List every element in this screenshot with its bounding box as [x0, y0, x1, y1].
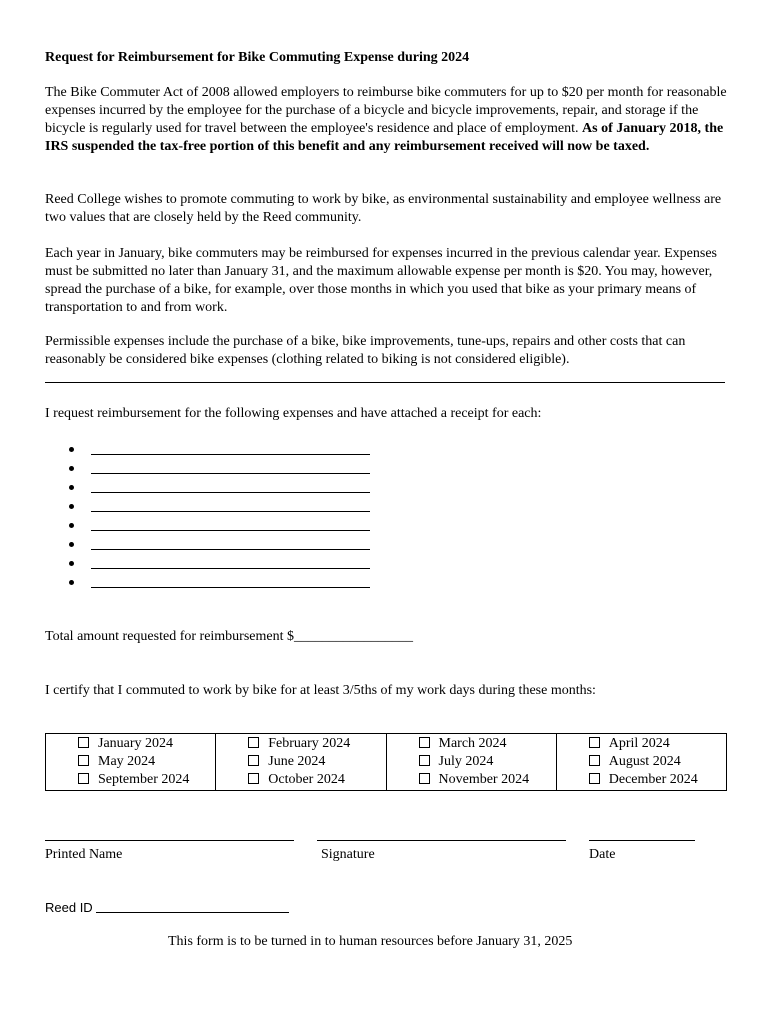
- checkbox-icon[interactable]: [248, 737, 259, 748]
- month-checkbox[interactable]: [248, 735, 385, 753]
- printed-name-label: Printed Name: [45, 847, 123, 862]
- bullet-icon: [69, 542, 74, 547]
- expense-blank-line[interactable]: [91, 568, 370, 569]
- month-label: February 2024: [268, 736, 351, 751]
- expense-blank-line[interactable]: [91, 511, 370, 512]
- months-column: [556, 734, 726, 791]
- month-label: August 2024: [608, 754, 681, 769]
- checkbox-icon[interactable]: [78, 737, 89, 748]
- reed-id-input-line[interactable]: [96, 900, 289, 913]
- form-title: Request for Reimbursement for Bike Commuting Expense during 2024: [45, 50, 470, 65]
- month-checkbox[interactable]: [78, 753, 215, 771]
- paragraph-permissible-expenses: Permissible expenses include the purchase of a bike, bike improvements, tune-ups, repairs and other costs that can reasonably be considered bike expenses (clothing related to biking is not considered eligible).: [45, 334, 686, 367]
- months-table: [45, 733, 727, 791]
- signature-label: Signature: [321, 847, 375, 862]
- bullet-icon: [69, 580, 74, 585]
- paragraph-reed-promotion: Reed College wishes to promote commuting to work by bike, as environmental sustainability and employee wellness are two values that are closely held by the Reed community.: [45, 192, 722, 225]
- footer-note: This form is to be turned in to human resources before January 31, 2025: [168, 934, 573, 949]
- checkbox-icon[interactable]: [78, 773, 89, 784]
- expense-blank-line[interactable]: [91, 587, 370, 588]
- months-column: [46, 734, 216, 791]
- month-checkbox[interactable]: [78, 771, 215, 789]
- date-label: Date: [589, 847, 616, 862]
- checkbox-icon[interactable]: [589, 755, 600, 766]
- months-column: [386, 734, 556, 791]
- month-label: December 2024: [608, 772, 698, 787]
- expense-blank-line[interactable]: [91, 473, 370, 474]
- section-divider: [45, 382, 725, 383]
- bullet-icon: [69, 561, 74, 566]
- month-checkbox[interactable]: [419, 735, 556, 753]
- reed-id-field: [45, 899, 289, 917]
- bullet-icon: [69, 504, 74, 509]
- month-label: June 2024: [268, 754, 326, 769]
- printed-name-line[interactable]: [45, 840, 294, 841]
- checkbox-icon[interactable]: [589, 773, 600, 784]
- month-checkbox[interactable]: [589, 753, 726, 771]
- month-checkbox[interactable]: [589, 735, 726, 753]
- month-checkbox[interactable]: [78, 735, 215, 753]
- month-checkbox[interactable]: [248, 771, 385, 789]
- certify-statement: I certify that I commuted to work by bike for at least 3/5ths of my work days during these months:: [45, 683, 596, 698]
- bullet-icon: [69, 447, 74, 452]
- bullet-icon: [69, 466, 74, 471]
- bullet-icon: [69, 485, 74, 490]
- tax-notice-bold: As of January 2018, the IRS suspended the tax-free portion of this benefit and any reimbursement received will now be taxed.: [45, 121, 724, 154]
- expense-blank-line[interactable]: [91, 549, 370, 550]
- checkbox-icon[interactable]: [419, 773, 430, 784]
- expense-blank-line[interactable]: [91, 492, 370, 493]
- month-checkbox[interactable]: [589, 771, 726, 789]
- request-statement: I request reimbursement for the following expenses and have attached a receipt for each:: [45, 406, 542, 421]
- month-label: October 2024: [268, 772, 345, 787]
- month-checkbox[interactable]: [419, 771, 556, 789]
- paragraph-bike-commuter-act: [45, 84, 727, 156]
- date-line[interactable]: [589, 840, 695, 841]
- checkbox-icon[interactable]: [419, 755, 430, 766]
- month-label: May 2024: [98, 754, 156, 769]
- expense-blank-line[interactable]: [91, 530, 370, 531]
- total-amount-field[interactable]: Total amount requested for reimbursement $_________________: [45, 629, 413, 644]
- checkbox-icon[interactable]: [589, 737, 600, 748]
- paragraph-plain-text: The Bike Commuter Act of 2008 allowed employers to reimburse bike commuters for up to $20 per month for reasonable expenses incurred by the employee for the purchase of a bicycle and bicycle improvements, repair, and storage if the bicycle is regularly used for travel between the employee's residence and place of employment.: [45, 85, 727, 136]
- month-label: March 2024: [438, 736, 507, 751]
- paragraph-reimbursement-rules: Each year in January, bike commuters may be reimbursed for expenses incurred in the previous calendar year. Expenses must be submitted no later than January 31, and the maximum allowable expense per month is $20. You may, however, spread the purchase of a bike, for example, over those months in which you used that bike as your primary means of transportation to and from work.: [45, 246, 718, 315]
- month-label: April 2024: [608, 736, 670, 751]
- month-label: November 2024: [438, 772, 530, 787]
- bullet-icon: [69, 523, 74, 528]
- reed-id-label: Reed ID: [45, 900, 93, 915]
- month-checkbox[interactable]: [248, 753, 385, 771]
- month-label: July 2024: [438, 754, 494, 769]
- checkbox-icon[interactable]: [248, 773, 259, 784]
- month-label: September 2024: [98, 772, 190, 787]
- month-checkbox[interactable]: [419, 753, 556, 771]
- month-label: January 2024: [98, 736, 174, 751]
- expense-blank-line[interactable]: [91, 454, 370, 455]
- months-column: [216, 734, 386, 791]
- checkbox-icon[interactable]: [419, 737, 430, 748]
- checkbox-icon[interactable]: [248, 755, 259, 766]
- checkbox-icon[interactable]: [78, 755, 89, 766]
- signature-line[interactable]: [317, 840, 566, 841]
